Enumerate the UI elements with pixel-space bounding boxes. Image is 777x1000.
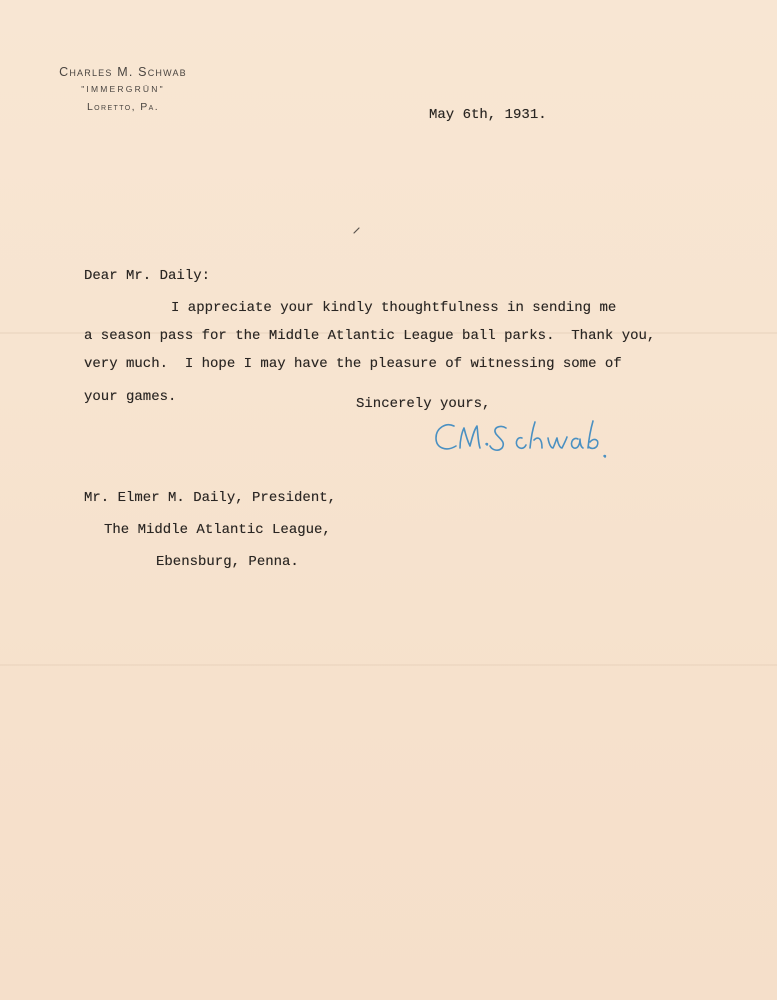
- letterhead-estate: "IMMERGRÜN": [81, 84, 165, 94]
- recipient-line: The Middle Atlantic League,: [104, 522, 331, 538]
- letterhead-place: Loretto, Pa.: [86, 101, 160, 113]
- body-line: I appreciate your kindly thoughtfulness in sending me: [171, 300, 617, 316]
- letter-date: May 6th, 1931.: [429, 107, 547, 123]
- handwritten-signature: [430, 408, 650, 468]
- letterhead-name: Charles M. Schwab: [59, 65, 187, 79]
- recipient-line: Mr. Elmer M. Daily, President,: [84, 490, 337, 506]
- salutation: Dear Mr. Daily:: [84, 268, 211, 284]
- ink-speck: [352, 225, 362, 235]
- paper-fold-line: [0, 664, 777, 666]
- body-line: your games.: [84, 389, 177, 405]
- body-line: very much. I hope I may have the pleasure of witnessing some of: [84, 356, 622, 372]
- recipient-line: Ebensburg, Penna.: [156, 554, 299, 570]
- body-line: a season pass for the Middle Atlantic League ball parks. Thank you,: [84, 328, 656, 344]
- letterhead: [48, 64, 198, 115]
- closing: Sincerely yours,: [356, 396, 491, 412]
